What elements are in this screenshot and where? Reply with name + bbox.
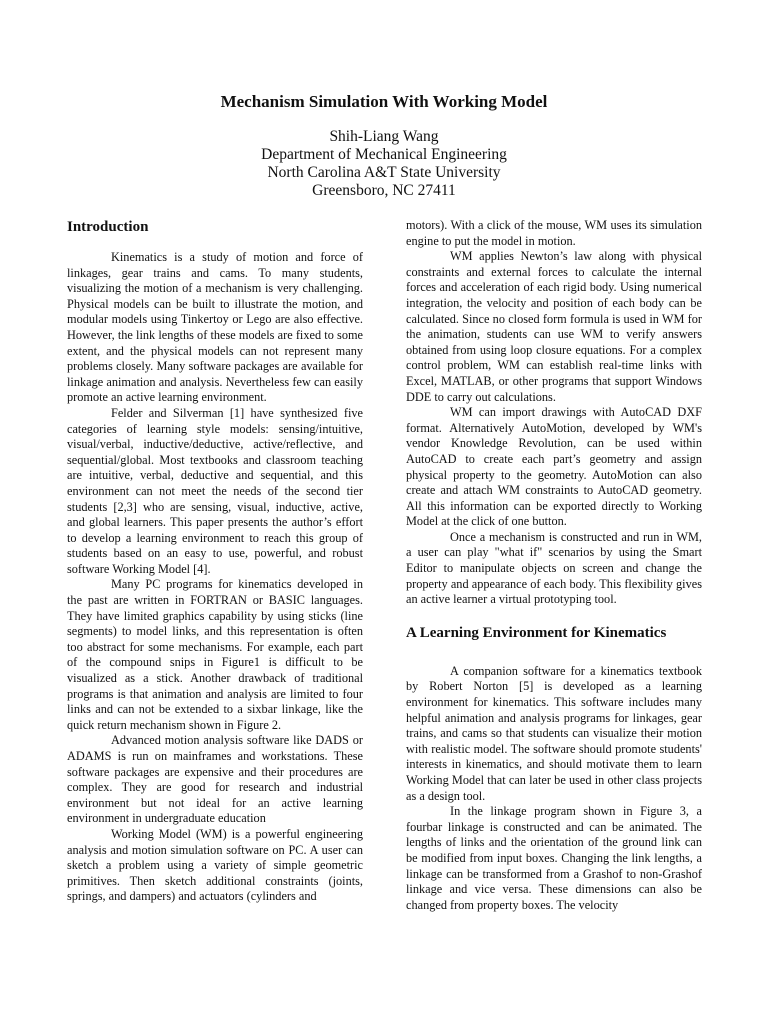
paragraph-continuation: motors). With a click of the mouse, WM uses its simulation engine to put the model in motion. xyxy=(406,218,702,248)
paragraph: Working Model (WM) is a powerful engineering analysis and motion simulation software on PC. A user can sketch a problem using a variety of simple geometric primitives. Then sketch additional constraints (joints, springs, and dampers) and actuators (cylinders and xyxy=(67,826,363,904)
paragraph: In the linkage program shown in Figure 3, a fourbar linkage is constructed and can be animated. The lengths of links and the orientation of the ground link can be modified from input boxes. Changing the link lengths, a linkage can be transformed from a Grashof to non-Grashof linkage and vice versa. These dimensions can also be changed from property boxes. The velocity xyxy=(406,804,702,912)
author-location: Greensboro, NC 27411 xyxy=(312,182,456,199)
author-block xyxy=(0,128,768,200)
paragraph: Many PC programs for kinematics developed in the past are written in FORTRAN or BASIC languages. They have limited graphics capability by using sticks (line segments) to model links, and this representation is often too abstract for some mechanisms. For example, each part of the compound snips in Figure1 is difficult to be visualized as a stick. Another drawback of traditional programs is that animation and analysis are limited to four links and can not be extended to a sixbar linkage, like the quick return mechanism shown in Figure 2. xyxy=(67,577,363,732)
author-university: North Carolina A&T State University xyxy=(267,164,501,181)
paragraph: Once a mechanism is constructed and run in WM, a user can play "what if" scenarios by using the Smart Editor to manipulate objects on screen and change the property and appearance of each body. This flexibility gives an active learner a virtual prototyping tool. xyxy=(406,529,702,607)
paragraph: WM can import drawings with AutoCAD DXF format. Alternatively AutoMotion, developed by WM's vendor Knowledge Revolution, can be used within AutoCAD to create each part’s geometry and assign physical property to the geometry. AutoMotion can also create and attach WM constraints to AutoCAD geometry. All this information can be exported directly to Working Model at the click of one button. xyxy=(406,405,702,529)
section-heading-learning-environment: A Learning Environment for Kinematics xyxy=(406,624,667,641)
paragraph: Felder and Silverman [1] have synthesized five categories of learning style models: sensing/intuitive, visual/verbal, inductive/deductive, active/reflective, and sequential/global. Most textbooks and classroom teaching are intuitive, verbal, deductive and sequential, and this environment can not meet the needs of the second tier students [2,3] who are sensing, visual, inductive, active, and global learners. This paper presents the author’s effort to develop a learning environment to reach this group of students based on an easy to use, powerful, and robust software Working Model [4]. xyxy=(67,405,363,576)
paragraph: Advanced motion analysis software like DADS or ADAMS is run on mainframes and workstations. These software packages are expensive and their procedures are complex. They are good for research and industrial environment but not ideal for an active learning environment in undergraduate education xyxy=(67,733,363,826)
paragraph: WM applies Newton’s law along with physical constraints and external forces to calculate the internal forces and acceleration of each rigid body. Using numerical integration, the velocity and position of each body can be calculated. Since no closed form formula is used in WM for the animation, students can use WM to verify answers obtained from using loop closure equations. For a complex control problem, WM can establish real-time links with Excel, MATLAB, or other programs that support Windows DDE to carry out calculations. xyxy=(406,249,702,404)
section-heading-introduction: Introduction xyxy=(67,219,149,235)
paragraph: Kinematics is a study of motion and force of linkages, gear trains and cams. To many students, visualizing the motion of a mechanism is very challenging. Physical models can be built to illustrate the motion, and modular models using Tinkertoy or Lego are also effective. However, the link lengths of these models are fixed to some extent, and the physical models can not represent many problems closely. Many software packages are available for linkage animation and analysis. Nevertheless few can easily promote an active learning environment. xyxy=(67,250,363,405)
right-column xyxy=(406,218,702,913)
author-name: Shih-Liang Wang xyxy=(329,128,439,145)
paragraph: A companion software for a kinematics textbook by Robert Norton [5] is developed as a learning environment for kinematics. This software includes many helpful animation and analysis programs for linkages, gear trains, and cams so that students can visualize their motion with realistic model. The software should promote students' interests in kinematics, and should motivate them to learn Working Model that can later be used in other class projects as a design tool. xyxy=(406,663,702,803)
paper-title: Mechanism Simulation With Working Model xyxy=(220,92,548,111)
left-column xyxy=(67,218,363,905)
author-department: Department of Mechanical Engineering xyxy=(261,146,507,163)
